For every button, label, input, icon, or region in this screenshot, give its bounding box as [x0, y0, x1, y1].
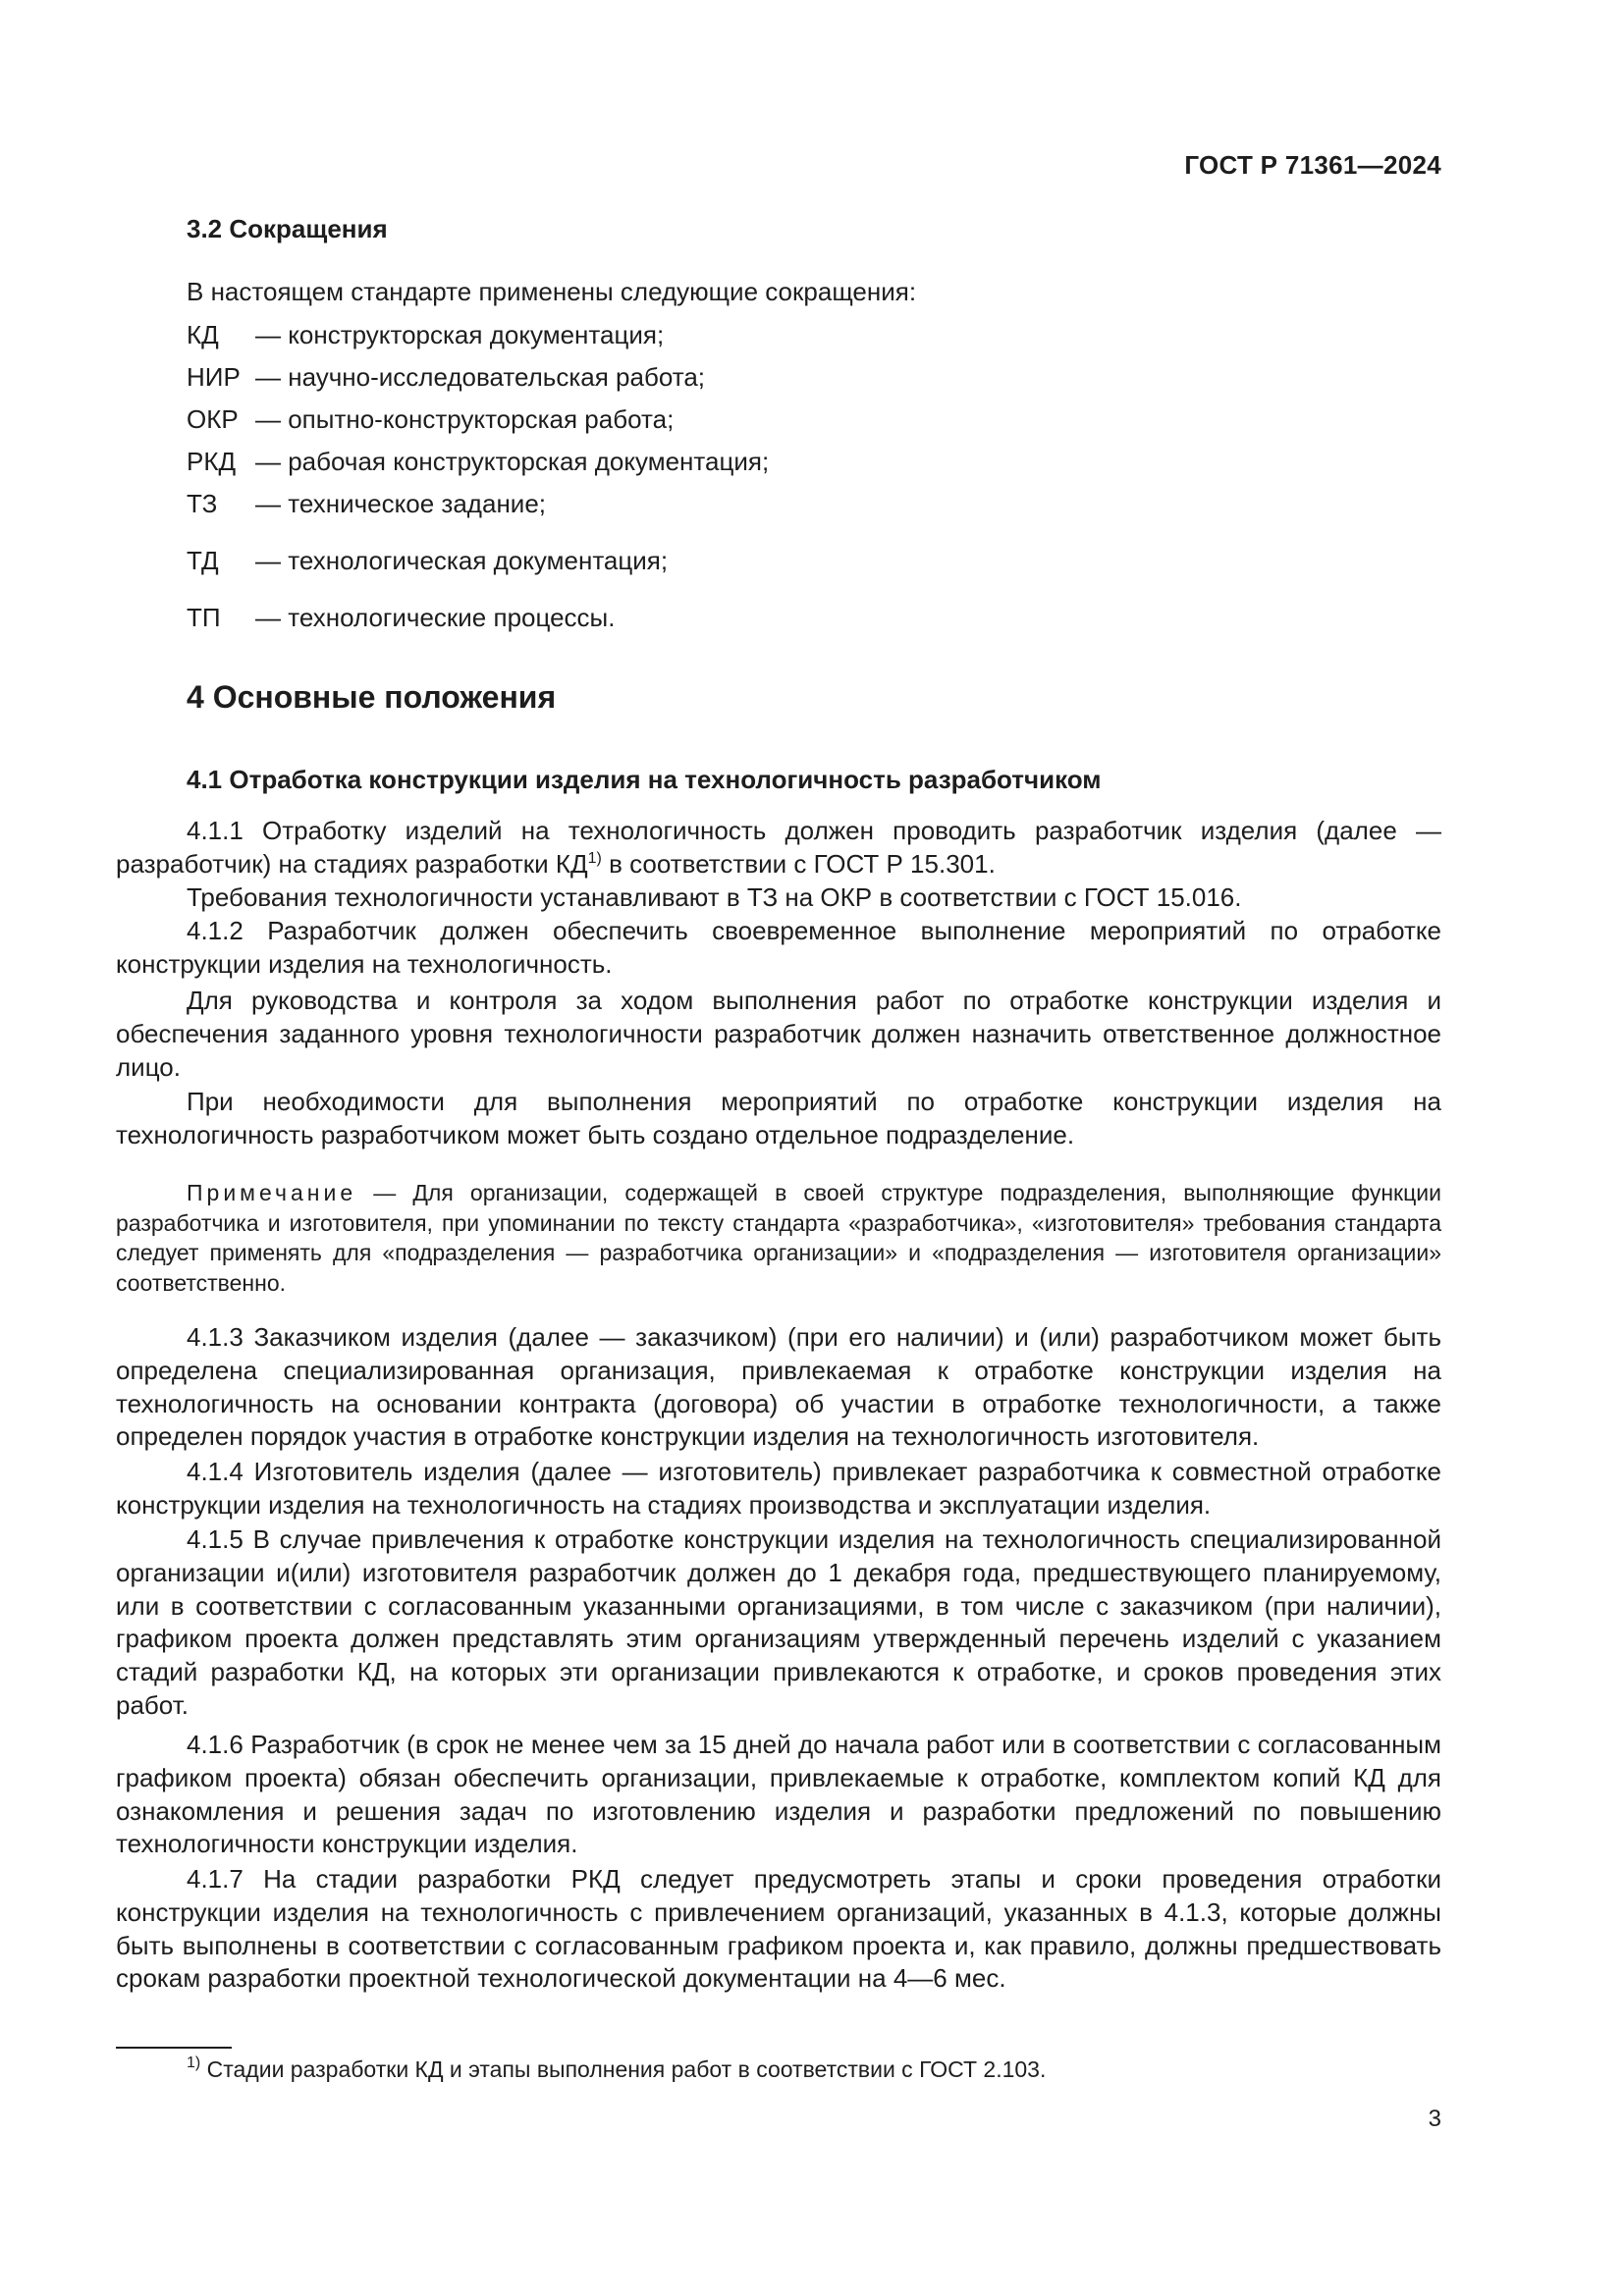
paragraph-4-1-4: 4.1.4 Изготовитель изделия (далее — изготовитель) привлекает разработчика к совместной отработке конструкции изделия на технологичность на стадиях производства и эксплуатации изделия.: [116, 1457, 1441, 1520]
page-number: 3: [1428, 2106, 1441, 2132]
note: [116, 1178, 1441, 1298]
abbreviation-code: ТД: [187, 546, 219, 575]
abbreviations-intro: В настоящем стандарте применены следующие сокращения:: [187, 277, 917, 306]
abbreviation-code: РКД: [187, 447, 237, 476]
paragraph-4-1-5: 4.1.5 В случае привлечения к отработке конструкции изделия на технологичность специализированной организации и(или) изготовителя разработчик должен до 1 декабря года, предшествующего планируемому, или в соответствии с согласованным указанными организациями, в том числе с заказчиком (при наличии), графиком проекта должен представлять этим организациям утвержденный перечень изделий с указанием стадий разработки КД, на которых эти организации привлекаются к отработке, и сроков проведения этих работ.: [116, 1524, 1441, 1720]
section-3-2-title: 3.2 Сокращения: [187, 214, 388, 243]
abbreviation-definition: — рабочая конструкторская документация;: [255, 447, 770, 476]
paragraph-4-1-1-tail: в соответствии с ГОСТ Р 15.301.: [601, 848, 996, 879]
paragraph-4-1-2-responsible: Для руководства и контроля за ходом выполнения работ по отработке конструкции изделия и обеспечения заданного уровня технологичности разработчик должен назначить ответственное должностное лицо.: [116, 986, 1441, 1082]
paragraph-4-1-2-subdivision: При необходимости для выполнения мероприятий по отработке конструкции изделия на технологичность разработчиком может быть создано отдельное подразделение.: [116, 1087, 1441, 1149]
footnote-marker: 1): [187, 2055, 201, 2071]
paragraph-4-1-7: 4.1.7 На стадии разработки РКД следует предусмотреть этапы и сроки проведения отработки конструкции изделия на технологичность с привлечением организаций, указанных в 4.1.3, которые должны быть выполнены в соответствии с согласованным графиком проекта и, как правило, должны предшествовать срокам разработки проектной технологической документации на 4—6 мес.: [116, 1864, 1441, 1994]
abbreviation-code: ТЗ: [187, 489, 218, 518]
paragraph-4-1-2: 4.1.2 Разработчик должен обеспечить своевременное выполнение мероприятий по отработке конструкции изделия на технологичность.: [116, 916, 1441, 979]
abbreviation-code: КД: [187, 320, 219, 349]
paragraph-4-1-1-requirements: Требования технологичности устанавливают в ТЗ на ОКР в соответствии с ГОСТ 15.016.: [187, 882, 1242, 912]
abbreviation-code: ОКР: [187, 404, 239, 434]
abbreviation-code: НИР: [187, 362, 241, 392]
section-4-title: 4 Основные положения: [187, 679, 557, 715]
paragraph-4-1-1: [116, 815, 1441, 881]
abbreviation-code: ТП: [187, 603, 221, 632]
footnote: [187, 2056, 1046, 2083]
footnote-text: Стадии разработки КД и этапы выполнения работ в соответствии с ГОСТ 2.103.: [200, 2056, 1047, 2082]
paragraph-4-1-1-text: 4.1.1 Отработку изделий на технологичность должен проводить разработчик изделия (далее — разработчик) на стадиях разработки КД: [116, 816, 1441, 879]
note-text: — Для организации, содержащей в своей структуре подразделения, выполняющие функции разработчика и изготовителя, при упоминании по тексту стандарта «разработчика», «изготовителя» требования стандарта следует применять для «подразделения — разработчика организации» и «подразделения — изготовителя организации» соответственно.: [116, 1180, 1441, 1296]
paragraph-4-1-3: 4.1.3 Заказчиком изделия (далее — заказчиком) (при его наличии) и (или) разработчиком может быть определена специализированная организация, привлекаемая к отработке конструкции изделия на технологичность на основании контракта (договора) об участии в отработке технологичности, а также определен порядок участия в отработке конструкции изделия на технологичность изготовителя.: [116, 1322, 1441, 1452]
abbreviation-definition: — опытно-конструкторская работа;: [255, 404, 675, 434]
note-label: Примечание: [187, 1180, 357, 1205]
abbreviation-definition: — техническое задание;: [255, 489, 547, 518]
abbreviation-definition: — научно-исследовательская работа;: [255, 362, 706, 392]
paragraph-4-1-6: 4.1.6 Разработчик (в срок не менее чем за 15 дней до начала работ или в соответствии с согласованным графиком проекта) обязан обеспечить организации, привлекаемые к отработке, комплектом копий КД для ознакомления и решения задач по изготовлению изделия и разработки предложений по повышению технологичности конструкции изделия.: [116, 1730, 1441, 1859]
footnote-divider: [116, 2047, 232, 2049]
abbreviation-definition: — технологические процессы.: [255, 603, 616, 632]
section-4-1-title: 4.1 Отработка конструкции изделия на технологичность разработчиком: [187, 765, 1102, 794]
abbreviation-definition: — технологическая документация;: [255, 546, 669, 575]
document-header-id: ГОСТ Р 71361—2024: [1184, 150, 1441, 180]
footnote-ref: 1): [587, 849, 602, 867]
abbreviation-definition: — конструкторская документация;: [255, 320, 665, 349]
